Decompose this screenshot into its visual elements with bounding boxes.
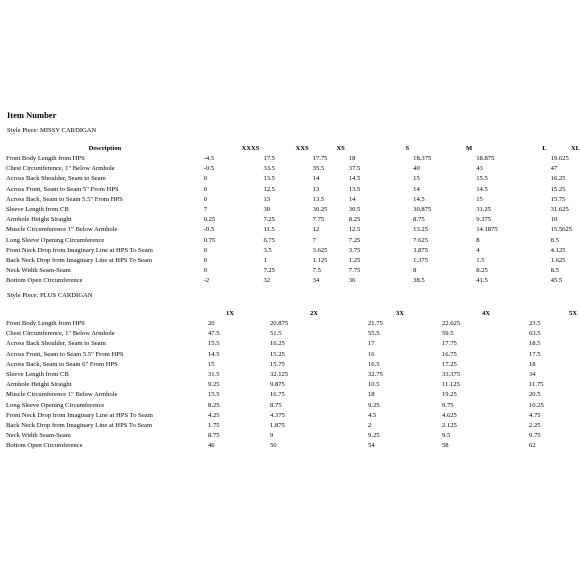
size-value: 13.25 xyxy=(413,226,429,234)
size-value: 38.5 xyxy=(413,277,425,285)
missy-header-row xyxy=(6,144,580,154)
size-value: 32.125 xyxy=(270,371,289,379)
table-row xyxy=(6,360,577,370)
size-value: 4 xyxy=(476,246,480,254)
size-value: 6.75 xyxy=(263,236,275,244)
size-value: 8 xyxy=(413,267,417,275)
size-value: 16.25 xyxy=(270,340,285,348)
size-value: 17.5 xyxy=(263,155,275,162)
table-row xyxy=(6,266,580,276)
size-value: 15 xyxy=(476,195,483,203)
size-value: 15.5625 xyxy=(550,226,573,234)
size-value: 0 xyxy=(203,175,208,183)
measurement-label: Back Neck Drop from Imaginary Line at HPS To Seam xyxy=(6,422,153,430)
size-value: 46 xyxy=(208,442,215,450)
size-value: 36 xyxy=(348,277,356,285)
size-value: 3.75 xyxy=(348,246,361,254)
size-value: 13.5 xyxy=(348,185,361,193)
measurement-label: Across Back, Seam to Seam 6" From HPS xyxy=(6,360,118,368)
size-value: 62 xyxy=(529,442,536,450)
size-value: 30.25 xyxy=(312,206,328,214)
size-value: 1.375 xyxy=(413,257,429,265)
size-value: 15.25 xyxy=(270,350,285,358)
size-value: 1 xyxy=(263,257,267,265)
size-value: 14 xyxy=(312,175,320,183)
size-value: 30.5 xyxy=(348,206,361,214)
missy-table-body xyxy=(6,154,580,287)
size-value: 18 xyxy=(348,155,356,162)
plus-header-description xyxy=(6,309,208,319)
size-value: 16.75 xyxy=(270,391,285,399)
size-value: 58 xyxy=(442,442,449,450)
size-value: 43 xyxy=(476,165,483,173)
size-value: 9.875 xyxy=(270,381,285,389)
size-value: 2 xyxy=(368,422,372,430)
size-value: 18.875 xyxy=(476,155,495,162)
table-row xyxy=(6,205,580,215)
table-row xyxy=(6,421,577,431)
size-value: 18.5 xyxy=(529,340,541,348)
size-value: 9.75 xyxy=(442,401,454,409)
size-value: 15.75 xyxy=(550,195,566,203)
size-value: 7.25 xyxy=(348,236,361,244)
size-value: -2 xyxy=(203,277,210,285)
size-value: 54 xyxy=(368,442,375,450)
plus-size-table xyxy=(6,309,577,452)
size-value: 16.75 xyxy=(442,350,457,358)
size-value: 15.25 xyxy=(550,185,566,193)
size-value: 13.5 xyxy=(263,175,275,183)
plus-header-row xyxy=(6,309,577,319)
size-value: 15.75 xyxy=(270,360,285,368)
measurement-label: Front Body Length from HPS xyxy=(6,320,85,327)
size-value: 11.5 xyxy=(263,226,275,234)
size-value: 8.25 xyxy=(348,216,361,224)
table-row xyxy=(6,174,580,184)
measurement-label: Armhole Height Straight xyxy=(6,216,72,224)
missy-header-size: S xyxy=(405,145,410,152)
size-value: 14.5 xyxy=(348,175,361,183)
size-value: 32.75 xyxy=(368,371,383,379)
size-value: 19.625 xyxy=(550,155,569,162)
size-value: 18 xyxy=(368,391,375,399)
size-value: 1.75 xyxy=(208,422,220,430)
size-value: 9.25 xyxy=(208,381,220,389)
size-value: 8.5 xyxy=(550,267,559,275)
table-row xyxy=(6,225,580,235)
plus-header-size: 5X xyxy=(568,310,577,317)
measurement-label: Front Neck Drop from Imaginary Line at HPS To Seam xyxy=(6,246,153,254)
table-row xyxy=(6,390,577,400)
measurement-label: Long Sleeve Opening Circumference xyxy=(6,401,105,409)
size-value: 1.625 xyxy=(550,257,566,265)
size-value: 17.5 xyxy=(529,350,541,358)
measurement-label: Sleeve Length from CB xyxy=(6,371,69,379)
measurement-label: Back Neck Drop from Imaginary Line at HPS To Seam xyxy=(6,257,153,265)
size-value: 3.5 xyxy=(263,246,272,254)
size-value: 7.25 xyxy=(263,216,275,224)
missy-header-size: L xyxy=(542,145,547,152)
size-value: 33.5 xyxy=(263,165,275,173)
size-value: 9.25 xyxy=(368,432,380,440)
size-value: 14.1875 xyxy=(476,226,498,234)
size-value: 0 xyxy=(203,267,208,275)
size-value: 34 xyxy=(312,277,320,285)
measurement-label: Chest Circumference, 1" Below Armhole xyxy=(6,165,115,173)
size-value: 10.5 xyxy=(368,381,380,389)
size-value: 7.75 xyxy=(312,216,325,224)
size-value: 8.25 xyxy=(208,401,220,409)
measurement-label: Muscle Circumference 1" Below Armhole xyxy=(6,391,118,399)
size-value: 7.75 xyxy=(348,267,361,275)
size-value: 34 xyxy=(529,371,536,379)
size-value: 4.375 xyxy=(270,411,285,419)
table-row xyxy=(6,401,577,411)
size-value: 14.5 xyxy=(413,195,425,203)
size-value: 12 xyxy=(312,226,320,234)
size-value: 8 xyxy=(476,236,480,244)
measurement-label: Across Front, Seam to Seam 5" From HPS xyxy=(6,185,119,193)
size-value: 11.75 xyxy=(529,381,544,389)
size-value: 10 xyxy=(550,216,558,224)
size-value: 31.625 xyxy=(550,206,569,214)
size-value: 14 xyxy=(413,185,420,193)
size-value: 8.5 xyxy=(550,236,559,244)
size-value: 63.5 xyxy=(529,330,541,338)
size-value: 9 xyxy=(270,432,274,440)
measurement-label: Bottom Open Circumference xyxy=(6,442,83,450)
size-value: 50 xyxy=(270,442,277,450)
size-value: 7 xyxy=(203,206,208,214)
size-value: 10.25 xyxy=(529,401,544,409)
measurement-label: Neck Width Seam-Seam xyxy=(6,432,71,440)
size-value: 21.75 xyxy=(368,320,383,327)
size-value: 22.625 xyxy=(442,320,461,327)
table-row xyxy=(6,411,577,421)
size-value: 47 xyxy=(550,165,558,173)
size-value: 33.375 xyxy=(442,371,461,379)
size-value: 23.5 xyxy=(529,320,541,327)
size-value: 7.25 xyxy=(263,267,275,275)
measurement-label: Muscle Circumference 1" Below Armhole xyxy=(6,226,118,234)
size-value: 4.25 xyxy=(208,411,220,419)
measurement-label: Across Front, Seam to Seam 5.5" From HPS xyxy=(6,350,124,358)
table-row xyxy=(6,154,580,164)
size-value: 41.5 xyxy=(476,277,488,285)
size-value: 20.5 xyxy=(529,391,541,399)
size-value: 7 xyxy=(312,236,316,244)
measurement-label: Front Body Length from HPS xyxy=(6,155,85,162)
size-value: 14 xyxy=(348,195,356,203)
missy-style-label: Style Piece: MISSY CARDIGAN xyxy=(7,127,97,134)
measurement-label: Across Back, Seam to Seam 5.5" From HPS xyxy=(6,195,123,203)
missy-header-size: XS xyxy=(336,145,345,152)
size-value: 8.25 xyxy=(476,267,488,275)
size-value: 15 xyxy=(413,175,420,183)
size-value: 7.625 xyxy=(413,236,429,244)
size-value: 55.5 xyxy=(368,330,380,338)
size-value: 47.5 xyxy=(208,330,220,338)
missy-header-size: XL xyxy=(570,145,580,152)
size-value: 35.5 xyxy=(312,165,325,173)
size-value: 0.25 xyxy=(203,216,216,224)
size-value: -0.5 xyxy=(203,165,215,173)
size-value: 32 xyxy=(263,277,271,285)
plus-table-body xyxy=(6,319,577,452)
size-value: 30 xyxy=(263,206,271,214)
measurement-label: Chest Circumference, 1" Below Armhole xyxy=(6,330,115,338)
size-value: 0.75 xyxy=(203,236,216,244)
measurement-label: Armhole Height Straight xyxy=(6,381,72,389)
size-value: 13 xyxy=(312,185,320,193)
table-row xyxy=(6,185,580,195)
size-value: 31.5 xyxy=(208,371,220,379)
size-value: 9.375 xyxy=(476,216,492,224)
table-row xyxy=(6,164,580,174)
plus-header-size: 3X xyxy=(396,310,405,317)
missy-size-table xyxy=(6,144,580,287)
size-value: 9.25 xyxy=(368,401,380,409)
table-row xyxy=(6,441,577,451)
size-value: 17.75 xyxy=(442,340,457,348)
plus-header-size: 2X xyxy=(310,310,319,317)
size-value: 4.125 xyxy=(550,246,566,254)
size-value: 59.5 xyxy=(442,330,454,338)
page-title: Item Number xyxy=(7,110,57,120)
size-value: 37.5 xyxy=(348,165,361,173)
measurement-label: Bottom Open Circumference xyxy=(6,277,83,285)
size-value: 17.75 xyxy=(312,155,328,162)
missy-header-size: XXXS xyxy=(241,145,260,152)
size-value: 14.5 xyxy=(208,350,220,358)
table-row xyxy=(6,236,580,246)
size-value: 3.625 xyxy=(312,246,328,254)
table-row xyxy=(6,246,580,256)
size-value: 8.75 xyxy=(208,432,220,440)
size-value: -0.5 xyxy=(203,226,215,234)
plus-header-size: 1X xyxy=(226,310,235,317)
size-value: 1.125 xyxy=(312,257,328,265)
size-value: 16.25 xyxy=(550,175,566,183)
size-value: 0 xyxy=(203,257,208,265)
missy-header-size: M xyxy=(466,145,473,152)
size-value: 4.75 xyxy=(529,411,541,419)
plus-style-label: Style Piece: PLUS CARDIGAN xyxy=(7,292,93,299)
size-value: 15.5 xyxy=(476,175,488,183)
size-value: 9.5 xyxy=(442,432,451,440)
missy-header-size: XXS xyxy=(295,145,309,152)
table-row xyxy=(6,276,580,286)
size-value: 31.25 xyxy=(476,206,492,214)
size-value: 0 xyxy=(203,195,208,203)
size-value: 4.5 xyxy=(368,411,377,419)
size-value: 13.5 xyxy=(312,195,325,203)
measurement-label: Sleeve Length from CB xyxy=(6,206,69,214)
table-row xyxy=(6,350,577,360)
table-row xyxy=(6,380,577,390)
size-value: 16.5 xyxy=(368,360,380,368)
size-value: 2.125 xyxy=(442,422,457,430)
size-value: 15.5 xyxy=(208,340,220,348)
size-value: -4.5 xyxy=(203,155,215,162)
size-value: 12.5 xyxy=(348,226,361,234)
size-value: 20 xyxy=(208,320,215,327)
size-value: 1.875 xyxy=(270,422,285,430)
plus-header-size: 4X xyxy=(482,310,491,317)
measurement-label: Neck Width Seam-Seam xyxy=(6,267,71,275)
size-value: 0 xyxy=(203,185,208,193)
size-value: 8.75 xyxy=(270,401,282,409)
size-value: 11.125 xyxy=(442,381,460,389)
size-value: 0 xyxy=(203,246,208,254)
size-value: 14.5 xyxy=(476,185,488,193)
size-value: 51.5 xyxy=(270,330,282,338)
size-value: 45.5 xyxy=(550,277,563,285)
size-value: 15.5 xyxy=(208,391,220,399)
table-row xyxy=(6,329,577,339)
measurement-label: Long Sleeve Opening Circumference xyxy=(6,236,105,244)
size-value: 20.875 xyxy=(270,320,289,327)
size-value: 30.875 xyxy=(413,206,432,214)
size-value: 8.75 xyxy=(413,216,425,224)
table-row xyxy=(6,256,580,266)
table-row xyxy=(6,370,577,380)
size-value: 18.375 xyxy=(413,155,432,162)
measurement-label: Across Back Shoulder, Seam to Seam xyxy=(6,340,106,348)
size-value: 1.5 xyxy=(476,257,485,265)
size-value: 19.25 xyxy=(442,391,457,399)
measurement-label: Front Neck Drop from Imaginary Line at HPS To Seam xyxy=(6,411,153,419)
size-value: 16 xyxy=(368,350,375,358)
size-value: 18 xyxy=(529,360,536,368)
table-row xyxy=(6,319,577,329)
size-value: 17 xyxy=(368,340,375,348)
size-value: 17.25 xyxy=(442,360,457,368)
table-row xyxy=(6,215,580,225)
size-value: 3.875 xyxy=(413,246,429,254)
table-row xyxy=(6,431,577,441)
table-row xyxy=(6,339,577,349)
size-value: 15 xyxy=(208,360,215,368)
size-value: 1.25 xyxy=(348,257,361,265)
table-row xyxy=(6,195,580,205)
size-value: 13 xyxy=(263,195,271,203)
missy-header-description: Description xyxy=(88,145,122,152)
size-value: 40 xyxy=(413,165,420,173)
measurement-label: Across Back Shoulder, Seam to Seam xyxy=(6,175,106,183)
size-value: 2.25 xyxy=(529,422,541,430)
size-value: 7.5 xyxy=(312,267,321,275)
size-value: 4.625 xyxy=(442,411,457,419)
size-value: 9.75 xyxy=(529,432,541,440)
size-value: 12.5 xyxy=(263,185,275,193)
